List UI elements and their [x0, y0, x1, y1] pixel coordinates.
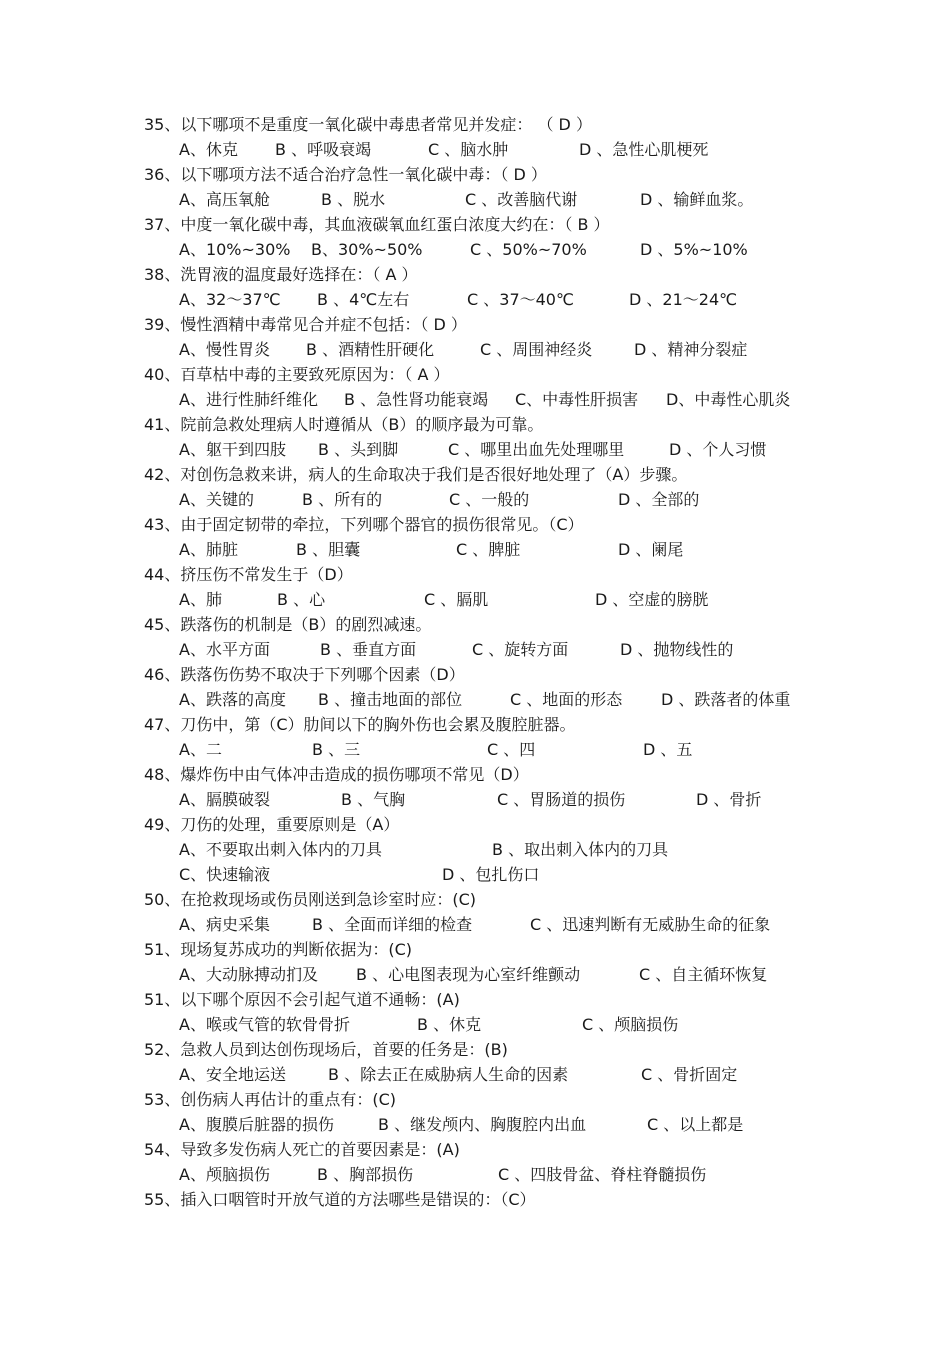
answer-option: A、慢性胃炎 [179, 340, 270, 359]
options-row [0, 637, 950, 662]
question-item [0, 212, 950, 262]
question-item [0, 312, 950, 362]
question-stem [0, 362, 950, 387]
question-text: 对创伤急救来讲，病人的生命取决于我们是否很好地处理了（A）步骤。 [180, 465, 688, 484]
answer-option: C 、胃肠道的损伤 [497, 790, 626, 809]
question-item [0, 412, 950, 462]
question-text: 急救人员到达创伤现场后，首要的任务是：(B) [180, 1040, 508, 1059]
answer-option: B 、心电图表现为心室纤维颤动 [356, 965, 581, 984]
question-stem [0, 612, 950, 637]
answer-option: C 、迅速判断有无威胁生命的征象 [530, 915, 771, 934]
answer-option: B 、全面而详细的检查 [312, 915, 473, 934]
answer-option: A、喉或气管的软骨骨折 [179, 1015, 350, 1034]
answer-option: A、高压氧舱 [179, 190, 270, 209]
question-number: 41、 [144, 415, 181, 434]
answer-option: D 、个人习惯 [669, 440, 767, 459]
answer-option: B 、急性肾功能衰竭 [344, 390, 489, 409]
question-stem [0, 1187, 950, 1212]
answer-option: D 、5%~10% [640, 240, 748, 259]
question-stem [0, 1137, 950, 1162]
options-row [0, 912, 950, 937]
answer-option: A、膈膜破裂 [179, 790, 270, 809]
question-number: 55、 [144, 1190, 181, 1209]
answer-option: D 、跌落者的体重 [661, 690, 791, 709]
answer-option: A、肺 [179, 590, 222, 609]
answer-option: B 、撞击地面的部位 [318, 690, 463, 709]
answer-option: B 、继发颅内、胸腹腔内出血 [378, 1115, 587, 1134]
question-text: 由于固定韧带的牵拉，下列哪个器官的损伤很常见。（C） [180, 515, 584, 534]
options-row [0, 287, 950, 312]
answer-option: C、中毒性肝损害 [515, 390, 639, 409]
question-stem [0, 162, 950, 187]
answer-option: C 、四肢骨盆、脊柱脊髓损伤 [498, 1165, 707, 1184]
question-text: 中度一氧化碳中毒，其血液碳氧血红蛋白浓度大约在：（ B ） [180, 215, 610, 234]
options-row [0, 962, 950, 987]
answer-option: D 、急性心肌梗死 [579, 140, 709, 159]
question-number: 36、 [144, 165, 181, 184]
question-number: 48、 [144, 765, 181, 784]
answer-option: C 、50%~70% [470, 240, 587, 259]
options-row [0, 787, 950, 812]
options-row [0, 237, 950, 262]
options-row [0, 1162, 950, 1187]
question-text: 创伤病人再估计的重点有：(C) [180, 1090, 397, 1109]
question-stem [0, 112, 950, 137]
answer-option: C 、自主循环恢复 [639, 965, 768, 984]
answer-option: A、腹膜后脏器的损伤 [179, 1115, 334, 1134]
question-number: 53、 [144, 1090, 181, 1109]
question-text: 跌落伤伤势不取决于下列哪个因素（D） [180, 665, 465, 684]
question-list [0, 112, 950, 1212]
answer-option: D 、骨折 [696, 790, 762, 809]
question-text: 挤压伤不常发生于（D） [180, 565, 353, 584]
answer-option: A、躯干到四肢 [179, 440, 286, 459]
question-item [0, 462, 950, 512]
question-text: 院前急救处理病人时遵循从（B）的顺序最为可靠。 [180, 415, 544, 434]
question-item [0, 937, 950, 987]
answer-option: D 、21～24℃ [629, 290, 738, 309]
answer-option: A、关键的 [179, 490, 254, 509]
question-number: 52、 [144, 1040, 181, 1059]
question-text: 导致多发伤病人死亡的首要因素是：(A) [180, 1140, 460, 1159]
options-row [0, 1012, 950, 1037]
question-text: 慢性酒精中毒常见合并症不包括：（ D ） [180, 315, 467, 334]
options-row [0, 737, 950, 762]
question-text: 刀伤中，第（C）肋间以下的胸外伤也会累及腹腔脏器。 [180, 715, 576, 734]
answer-option: A、不要取出刺入体内的刀具 [179, 840, 382, 859]
answer-option: B 、4℃左右 [317, 290, 410, 309]
question-text: 跌落伤的机制是（B）的剧烈减速。 [180, 615, 432, 634]
question-stem [0, 562, 950, 587]
question-item [0, 162, 950, 212]
answer-option: D 、输鲜血浆。 [640, 190, 754, 209]
question-number: 44、 [144, 565, 181, 584]
answer-option: A、安全地运送 [179, 1065, 286, 1084]
answer-option: B 、酒精性肝硬化 [306, 340, 435, 359]
answer-option: C 、骨折固定 [641, 1065, 738, 1084]
answer-option: B 、呼吸衰竭 [275, 140, 372, 159]
answer-option: B 、除去正在威胁病人生命的因素 [328, 1065, 569, 1084]
answer-option: B 、取出刺入体内的刀具 [492, 840, 669, 859]
question-item [0, 762, 950, 812]
question-text: 在抢救现场或伤员刚送到急诊室时应：(C) [180, 890, 477, 909]
question-number: 47、 [144, 715, 181, 734]
answer-option: C 、哪里出血先处理哪里 [448, 440, 625, 459]
question-item [0, 262, 950, 312]
answer-option: A、休克 [179, 140, 238, 159]
answer-option: A、大动脉搏动扪及 [179, 965, 318, 984]
question-text: 以下哪个原因不会引起气道不通畅：(A) [180, 990, 460, 1009]
question-number: 45、 [144, 615, 181, 634]
answer-option: A、肺脏 [179, 540, 238, 559]
answer-option: B 、心 [277, 590, 326, 609]
answer-option: B 、三 [312, 740, 361, 759]
answer-option: D 、空虚的膀胱 [595, 590, 709, 609]
answer-option: C 、脾脏 [456, 540, 521, 559]
answer-option: B 、休克 [417, 1015, 482, 1034]
answer-option: D 、五 [643, 740, 693, 759]
options-row [0, 187, 950, 212]
question-item [0, 812, 950, 887]
question-number: 38、 [144, 265, 181, 284]
question-item [0, 562, 950, 612]
answer-option: C 、一般的 [449, 490, 530, 509]
question-text: 百草枯中毒的主要致死原因为：（ A ） [180, 365, 450, 384]
answer-option: C 、脑水肿 [428, 140, 509, 159]
answer-option: D、中毒性心肌炎 [666, 390, 791, 409]
question-item [0, 1087, 950, 1137]
question-stem [0, 262, 950, 287]
question-stem [0, 662, 950, 687]
options-row [0, 837, 950, 862]
question-stem [0, 812, 950, 837]
question-item [0, 987, 950, 1037]
question-stem [0, 937, 950, 962]
question-number: 42、 [144, 465, 181, 484]
question-text: 刀伤的处理，重要原则是（A） [180, 815, 400, 834]
options-row [0, 437, 950, 462]
options-row [0, 587, 950, 612]
answer-option: C 、周围神经炎 [480, 340, 593, 359]
question-text: 洗胃液的温度最好选择在：（ A ） [180, 265, 418, 284]
answer-option: A、病史采集 [179, 915, 270, 934]
question-stem [0, 1037, 950, 1062]
answer-option: B 、垂直方面 [320, 640, 417, 659]
answer-option: C、快速输液 [179, 865, 271, 884]
question-stem [0, 1087, 950, 1112]
options-row [0, 687, 950, 712]
answer-option: B 、气胸 [341, 790, 406, 809]
answer-option: C 、膈肌 [424, 590, 489, 609]
answer-option: D 、阑尾 [618, 540, 684, 559]
answer-option: A、颅脑损伤 [179, 1165, 270, 1184]
question-item [0, 112, 950, 162]
question-number: 51、 [144, 940, 181, 959]
answer-option: A、水平方面 [179, 640, 270, 659]
answer-option: C 、地面的形态 [510, 690, 623, 709]
question-text: 现场复苏成功的判断依据为：(C) [180, 940, 413, 959]
question-item [0, 362, 950, 412]
question-number: 49、 [144, 815, 181, 834]
answer-option: B 、胸部损伤 [317, 1165, 414, 1184]
question-number: 39、 [144, 315, 181, 334]
answer-option: C 、四 [487, 740, 536, 759]
question-stem [0, 312, 950, 337]
question-number: 46、 [144, 665, 181, 684]
answer-option: A、跌落的高度 [179, 690, 286, 709]
question-item [0, 612, 950, 662]
answer-option: C 、改善脑代谢 [465, 190, 578, 209]
answer-option: A、二 [179, 740, 222, 759]
question-item [0, 662, 950, 712]
question-stem [0, 987, 950, 1012]
answer-option: B、30%~50% [311, 240, 423, 259]
question-stem [0, 712, 950, 737]
answer-option: A、32～37℃ [179, 290, 281, 309]
question-stem [0, 762, 950, 787]
answer-option: D 、精神分裂症 [634, 340, 748, 359]
options-row [0, 1062, 950, 1087]
options-row [0, 337, 950, 362]
question-item [0, 712, 950, 762]
question-stem [0, 887, 950, 912]
question-stem [0, 212, 950, 237]
question-number: 54、 [144, 1140, 181, 1159]
question-number: 40、 [144, 365, 181, 384]
options-row [0, 137, 950, 162]
question-stem [0, 412, 950, 437]
question-item [0, 1137, 950, 1187]
question-number: 35、 [144, 115, 181, 134]
options-row [0, 862, 950, 887]
question-item [0, 887, 950, 937]
question-stem [0, 462, 950, 487]
answer-option: D 、包扎伤口 [442, 865, 540, 884]
question-text: 插入口咽管时开放气道的方法哪些是错误的：（C） [180, 1190, 536, 1209]
answer-option: B 、胆囊 [296, 540, 361, 559]
answer-option: D 、全部的 [618, 490, 700, 509]
options-row [0, 487, 950, 512]
answer-option: B 、所有的 [302, 490, 383, 509]
answer-option: C 、37～40℃ [467, 290, 574, 309]
question-number: 43、 [144, 515, 181, 534]
answer-option: B 、头到脚 [318, 440, 399, 459]
question-text: 以下哪项方法不适合治疗急性一氧化碳中毒：（ D ） [180, 165, 547, 184]
question-item [0, 1187, 950, 1212]
question-stem [0, 512, 950, 537]
question-item [0, 512, 950, 562]
answer-option: C 、颅脑损伤 [582, 1015, 679, 1034]
options-row [0, 1112, 950, 1137]
question-text: 以下哪项不是重度一氧化碳中毒患者常见并发症： （ D ） [180, 115, 592, 134]
question-number: 37、 [144, 215, 181, 234]
answer-option: D 、抛物线性的 [620, 640, 734, 659]
options-row [0, 537, 950, 562]
options-row [0, 387, 950, 412]
question-text: 爆炸伤中由气体冲击造成的损伤哪项不常见（D） [180, 765, 529, 784]
answer-option: B 、脱水 [321, 190, 386, 209]
question-item [0, 1037, 950, 1087]
answer-option: C 、以上都是 [647, 1115, 744, 1134]
question-number: 51、 [144, 990, 181, 1009]
question-number: 50、 [144, 890, 181, 909]
answer-option: A、进行性肺纤维化 [179, 390, 318, 409]
answer-option: A、10%~30% [179, 240, 291, 259]
answer-option: C 、旋转方面 [472, 640, 569, 659]
